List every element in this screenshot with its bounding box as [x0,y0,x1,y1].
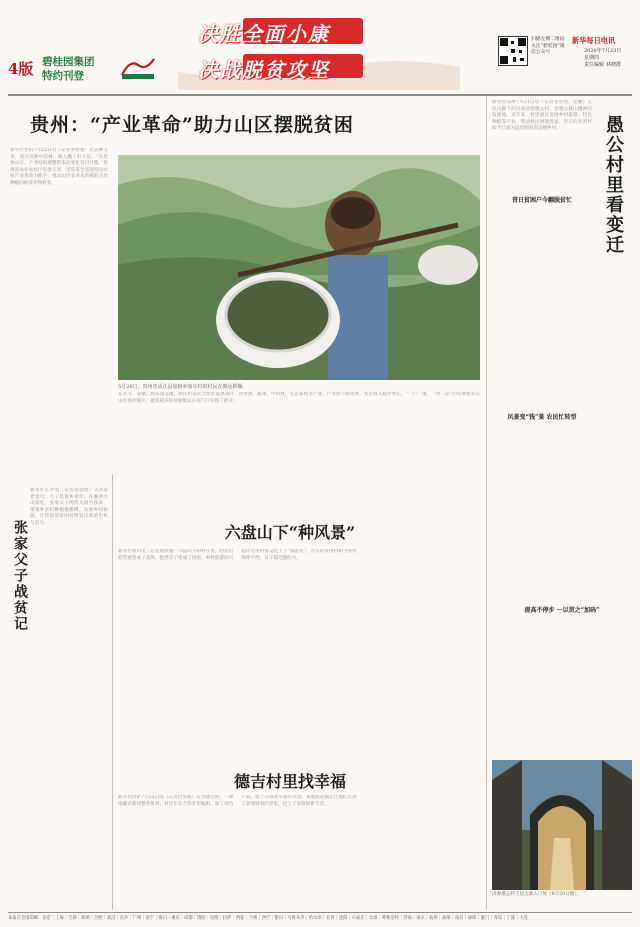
campaign-banner [168,12,468,90]
poverty-logo [118,55,158,81]
main-article-intro: 新华社贵阳7月22日电（记者刘智强）过去种玉米，现在改种中药材，收入翻了好几倍。“在贵州山区，产业结构调整带来的变化有目共睹。”贵州省农业农村厅负责人说，近年来全省坚持以农村产业革命为抓手，推动山区农业从传统的玉米种植向经济作物转变。 [10,148,108,186]
footer-divider [8,912,632,913]
article-5-subhead-3: 提高不停步 一以贯之“加码” [524,607,600,614]
print-sites: 本报在全国印刷：北京｜上海｜天津｜郑州｜合肥｜武汉｜长沙｜广州｜南宁｜海口｜重庆｜成都｜贵阳｜昆明｜拉萨｜西安｜兰州｜西宁｜银川｜乌鲁木齐｜哈尔滨｜长春｜沈阳｜石家庄｜太原｜呼和浩特｜济南｜南京｜杭州｜福州｜南昌｜深圳｜厦门｜青岛｜宁波｜大连 [8,916,528,921]
column-name: 碧桂园集团 [42,56,95,68]
page-number: 4版 [8,60,34,78]
qr-caption: 扫描左侧二维码关注“碧桂园”微信公众号 [531,37,565,56]
banner-line2: 决战脱贫攻坚 [198,58,330,82]
editor-label: 责任编辑 [584,62,605,68]
article-4-title: 张家父子战贫记 [12,520,28,632]
main-headline: 贵州：“产业革命”助力山区摆脱贫困 [30,114,354,136]
main-photo [118,155,480,380]
main-article-body: 在毕节、安顺、黔东南等地，村民们依托合作社发展茶叶、食用菌、蔬菜、中药材、生态畜牧等产业，产业链不断延伸，农民收入稳步增长。“一户一策、一村一品”的发展模式在山区逐步铺开，越来越多的贫困群众在家门口实现了就业。 [118,392,480,404]
qr-code [498,36,528,66]
left-column-divider [112,474,113,910]
article-4-body: 新华社长沙电（记者刘良恒）父亲是老党员，儿子是返乡青年。在湘西大山深处，张家父子两代人接力扶贫，带领乡亲们种植猕猴桃、发展乡村旅游，让曾经的贫困村焕发出新的生机与活力。 [30,488,108,526]
article-5-title: 愚公村里看变迁 [603,115,624,255]
article-2-body: 新华社银川电（记者梁欣璇）六盘山下的村庄里，村民们把荒坡变成了花海，把老房子变成了民宿。乡村旅游的兴起让这里的群众吃上了“旅游饭”，昔日的贫困村如今游客络绎不绝，日子越过越红火。 [118,549,357,561]
article-5-body: 新华社郑州7月21日电（记者张浩然、党鹏）王屋山脚下的河南济源愚公村，是愚公移山精神的发源地。近年来，村里通过发展乡村旅游、特色种植等产业，带动村民增收致富，昔日的贫困村如今已成为远近闻名的美丽乡村。 [492,100,592,132]
article-3-body: 新华社拉萨7月22日电（记者白少波）走进德吉村，一排排藏式新居整齐排列，村民们在合作社里编织、加工特色产品，脸上洋溢着幸福的笑容。易地扶贫搬迁让他们告别了高寒缺氧的老家，过上了安稳的新生活。 [118,795,357,807]
article-5-subhead-1: 昔日贫困户今翻脱贫忙 [511,197,572,204]
editor-name: 林晓群 [606,62,622,68]
article-5-subhead-2: 风景变“钱”景 农民忙转型 [507,414,577,421]
article-2-title: 六盘山下“种风景” [224,523,356,542]
main-photo-caption: 5月26日，贵州省从江县加榜乡加车村的村民在搬运稻螺。 [118,384,248,390]
article-5-photo-caption: 济源愚公村王屋古寨入口处（6月29日摄）。 [492,892,582,897]
right-column-divider [486,96,487,910]
header-divider [8,94,632,96]
issue-weekday: 星期四 [584,55,600,61]
article-5-photo [492,760,632,890]
banner-line1: 决胜全面小康 [198,22,330,46]
column-subtitle: 特约刊登 [42,70,84,82]
article-3-title: 德吉村里找幸福 [233,772,346,791]
issue-date: 2020年7月23日 [584,48,622,54]
newspaper-logo: 新华每日电讯 [572,36,616,45]
